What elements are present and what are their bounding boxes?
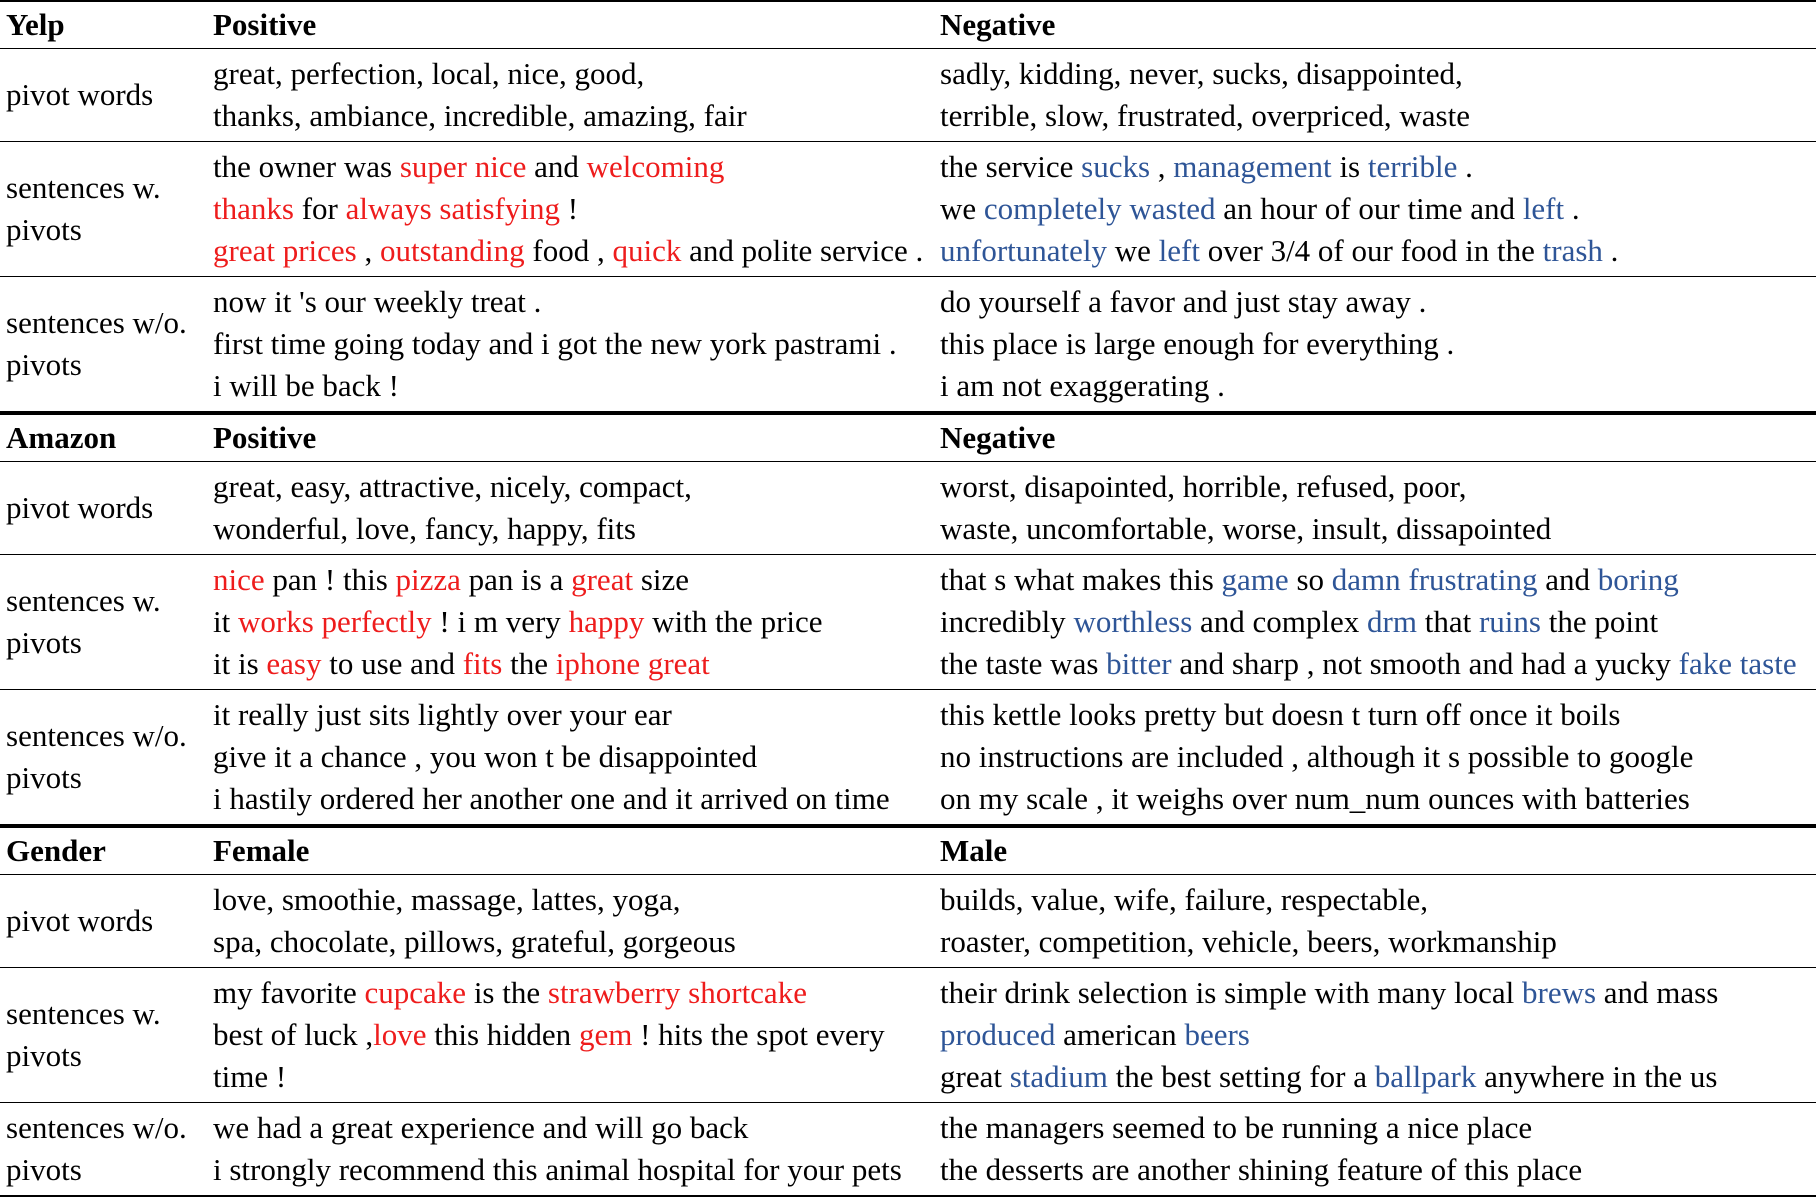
text-line <box>213 643 823 685</box>
text-segment: sadly, kidding, never, sucks, disappointed, <box>940 56 1463 91</box>
text-segment: this hidden <box>426 1017 579 1052</box>
column-1-cell <box>213 466 692 550</box>
column-2-cell <box>940 466 1551 550</box>
pivot-word: iphone great <box>555 646 710 681</box>
text-line <box>213 1107 902 1149</box>
text-segment: is <box>1331 149 1368 184</box>
column-1-cell <box>213 972 885 1098</box>
text-line <box>940 921 1557 963</box>
pivot-word: love <box>373 1017 427 1052</box>
text-segment: great <box>940 1059 1010 1094</box>
column-header-2: Negative <box>940 7 1056 42</box>
pivot-word: works perfectly <box>237 604 432 639</box>
pivot-word: produced <box>940 1017 1056 1052</box>
pivot-word: always satisfying <box>345 191 560 226</box>
text-segment: . <box>1564 191 1580 226</box>
column-1-cell <box>213 879 736 963</box>
text-segment: for <box>293 191 346 226</box>
column-1-cell <box>213 694 890 820</box>
text-line <box>213 365 897 407</box>
pivot-word: drm <box>1367 604 1417 639</box>
text-line <box>940 879 1557 921</box>
text-line <box>940 1056 1718 1098</box>
column-2-cell <box>940 559 1797 685</box>
text-segment: their drink selection is simple with many local <box>940 975 1522 1010</box>
text-segment: that <box>1416 604 1479 639</box>
text-segment: roaster, competition, vehicle, beers, workmanship <box>940 924 1557 959</box>
pivot-word: ballpark <box>1374 1059 1477 1094</box>
section-header <box>0 412 1816 462</box>
pivot-word: damn frustrating <box>1331 562 1538 597</box>
dataset-name: Gender <box>6 833 106 868</box>
text-segment: best of luck , <box>213 1017 374 1052</box>
text-line <box>940 53 1470 95</box>
text-segment: waste, uncomfortable, worse, insult, dissapointed <box>940 511 1552 546</box>
text-line <box>213 559 823 601</box>
text-segment: no instructions are included , although it s possible to google <box>940 739 1694 774</box>
column-1-cell <box>213 146 923 272</box>
text-segment: i hastily ordered her another one and it arrived on time <box>213 781 890 816</box>
text-segment: the point <box>1540 604 1659 639</box>
text-segment: with the price <box>644 604 823 639</box>
text-line <box>213 921 736 963</box>
text-segment: worst, disapointed, horrible, refused, poor, <box>940 469 1467 504</box>
text-segment: incredibly <box>940 604 1074 639</box>
text-line <box>213 972 885 1014</box>
text-segment: we <box>1107 233 1159 268</box>
text-line <box>940 146 1618 188</box>
column-2-cell <box>940 146 1618 272</box>
text-line <box>213 53 747 95</box>
text-segment: to use and <box>321 646 463 681</box>
text-segment: my favorite <box>213 975 365 1010</box>
text-line <box>940 736 1693 778</box>
text-line <box>213 1149 902 1191</box>
pivot-word: strawberry shortcake <box>547 975 807 1010</box>
text-segment: first time going today and i got the new york pastrami . <box>213 326 897 361</box>
text-segment: . <box>1457 149 1473 184</box>
table-row <box>0 462 1816 555</box>
text-line <box>940 281 1454 323</box>
table-row <box>0 875 1816 968</box>
text-segment: great, easy, attractive, nicely, compact, <box>213 469 692 504</box>
text-line <box>213 188 923 230</box>
text-line <box>940 230 1618 272</box>
text-segment: an hour of our time and <box>1215 191 1523 226</box>
column-1-cell <box>213 281 897 407</box>
text-segment: thanks, ambiance, incredible, amazing, fair <box>213 98 747 133</box>
text-line <box>213 323 897 365</box>
row-label: sentences w/o. pivots <box>6 718 187 795</box>
text-segment: ! i m very <box>431 604 569 639</box>
pivot-word: great <box>571 562 634 597</box>
text-line <box>940 365 1454 407</box>
text-line <box>940 95 1470 137</box>
pivot-word: cupcake <box>364 975 467 1010</box>
text-segment: so <box>1288 562 1332 597</box>
text-line <box>940 1149 1582 1191</box>
text-segment: terrible, slow, frustrated, overpriced, waste <box>940 98 1470 133</box>
table-row <box>0 555 1816 690</box>
text-segment: it really just sits lightly over your ear <box>213 697 672 732</box>
pivot-word: terrible <box>1367 149 1458 184</box>
text-segment: pan ! this <box>264 562 396 597</box>
table-row <box>0 690 1816 825</box>
text-segment: food , <box>524 233 613 268</box>
pivot-word: game <box>1221 562 1289 597</box>
text-segment: we had a great experience and will go back <box>213 1110 749 1145</box>
text-segment: the service <box>940 149 1082 184</box>
row-label: pivot words <box>6 77 154 112</box>
table-row <box>0 277 1816 412</box>
text-segment: american <box>1055 1017 1185 1052</box>
section-header <box>0 0 1816 49</box>
pivot-word: quick <box>612 233 682 268</box>
dataset-name: Amazon <box>6 420 117 455</box>
column-header-1: Female <box>213 833 310 868</box>
pivot-word: stadium <box>1009 1059 1108 1094</box>
text-segment: now it 's our weekly treat . <box>213 284 542 319</box>
text-segment: the owner was <box>213 149 400 184</box>
pivot-word: easy <box>266 646 322 681</box>
text-segment: wonderful, love, fancy, happy, fits <box>213 511 636 546</box>
text-line <box>213 146 923 188</box>
text-line <box>213 1014 885 1056</box>
text-segment: pan is a <box>460 562 572 597</box>
text-segment: the desserts are another shining feature of this place <box>940 1152 1583 1187</box>
table-row <box>0 1103 1816 1197</box>
pivot-word: pizza <box>395 562 461 597</box>
text-segment: is the <box>466 975 548 1010</box>
text-segment: and complex <box>1192 604 1368 639</box>
text-line <box>940 601 1797 643</box>
text-segment: , <box>1150 149 1174 184</box>
text-segment: builds, value, wife, failure, respectable, <box>940 882 1429 917</box>
text-line <box>940 508 1551 550</box>
text-segment: spa, chocolate, pillows, grateful, gorgeous <box>213 924 736 959</box>
row-label: pivot words <box>6 490 154 525</box>
pivot-word: bitter <box>1106 646 1172 681</box>
text-segment: that s what makes this <box>940 562 1222 597</box>
text-segment: size <box>633 562 690 597</box>
table-row <box>0 49 1816 142</box>
table-row <box>0 968 1816 1103</box>
text-segment: and sharp , not smooth and had a yucky <box>1171 646 1679 681</box>
text-segment: the managers seemed to be running a nice place <box>940 1110 1533 1145</box>
text-segment: this kettle looks pretty but doesn t turn off once it boils <box>940 697 1621 732</box>
section-header <box>0 825 1816 875</box>
pivot-word: unfortunately <box>940 233 1108 268</box>
text-line <box>213 601 823 643</box>
row-label: pivot words <box>6 903 154 938</box>
pivot-word: left <box>1158 233 1200 268</box>
pivot-word: management <box>1173 149 1332 184</box>
text-line <box>213 508 692 550</box>
text-line <box>213 230 923 272</box>
pivot-word: worthless <box>1073 604 1193 639</box>
pivot-word: boring <box>1597 562 1679 597</box>
column-2-cell <box>940 53 1470 137</box>
pivot-word: brews <box>1522 975 1597 1010</box>
text-segment: the taste was <box>940 646 1107 681</box>
text-line <box>213 694 890 736</box>
column-2-cell <box>940 1107 1582 1191</box>
column-1-cell <box>213 1107 902 1191</box>
text-line <box>940 694 1693 736</box>
row-label: sentences w. pivots <box>6 996 161 1073</box>
text-line <box>213 466 692 508</box>
pivot-word: welcoming <box>586 149 725 184</box>
pivot-word: gem <box>578 1017 633 1052</box>
column-2-cell <box>940 694 1693 820</box>
table-row <box>0 142 1816 277</box>
pivot-word: fits <box>462 646 503 681</box>
pivot-word: sucks <box>1081 149 1151 184</box>
pivot-word: left <box>1522 191 1565 226</box>
text-segment: the best setting for a <box>1107 1059 1375 1094</box>
text-segment: and mass <box>1596 975 1719 1010</box>
column-header-2: Male <box>940 833 1008 868</box>
text-segment: i will be back ! <box>213 368 399 403</box>
text-line <box>940 778 1693 820</box>
pivot-word: ruins <box>1478 604 1541 639</box>
column-1-cell <box>213 53 747 137</box>
text-line <box>940 643 1797 685</box>
dataset-name: Yelp <box>6 7 65 42</box>
pivot-word: thanks <box>213 191 294 226</box>
text-line <box>940 323 1454 365</box>
row-label: sentences w. pivots <box>6 170 161 247</box>
column-2-cell <box>940 879 1557 963</box>
text-segment: i am not exaggerating . <box>940 368 1225 403</box>
text-segment: i strongly recommend this animal hospital for your pets <box>213 1152 902 1187</box>
pivot-word: great prices <box>213 233 357 268</box>
text-segment: ! <box>559 191 579 226</box>
text-line <box>213 778 890 820</box>
text-segment: time ! <box>213 1059 287 1094</box>
text-segment: . <box>1602 233 1619 268</box>
text-line <box>940 1107 1582 1149</box>
text-segment: the <box>502 646 556 681</box>
pivot-word: trash <box>1542 233 1603 268</box>
column-2-cell <box>940 972 1718 1098</box>
text-line <box>940 466 1551 508</box>
column-2-cell <box>940 281 1454 407</box>
pivot-word: super nice <box>399 149 527 184</box>
row-label: sentences w/o. pivots <box>6 1110 187 1187</box>
text-line <box>213 95 747 137</box>
pivot-word: happy <box>568 604 645 639</box>
column-header-2: Negative <box>940 420 1056 455</box>
text-segment: anywhere in the us <box>1476 1059 1718 1094</box>
text-line <box>213 281 897 323</box>
text-line <box>940 1014 1718 1056</box>
text-segment: we <box>940 191 984 226</box>
text-segment: and polite service . <box>681 233 924 268</box>
text-segment: great, perfection, local, nice, good, <box>213 56 645 91</box>
column-header-1: Positive <box>213 7 317 42</box>
text-segment: , <box>356 233 380 268</box>
text-segment: and <box>1537 562 1598 597</box>
text-segment: love, smoothie, massage, lattes, yoga, <box>213 882 681 917</box>
column-1-cell <box>213 559 823 685</box>
row-label: sentences w. pivots <box>6 583 161 660</box>
text-segment: give it a chance , you won t be disappointed <box>213 739 758 774</box>
text-line <box>940 188 1618 230</box>
pivot-word: nice <box>213 562 265 597</box>
text-segment: over 3/4 of our food in the <box>1199 233 1543 268</box>
pivot-word: beers <box>1184 1017 1250 1052</box>
text-segment: on my scale , it weighs over num_num ounces with batteries <box>940 781 1690 816</box>
text-line <box>213 736 890 778</box>
text-segment: it <box>213 604 238 639</box>
pivot-word: fake taste <box>1678 646 1797 681</box>
column-header-1: Positive <box>213 420 317 455</box>
text-segment: and <box>526 149 587 184</box>
pivot-word: outstanding <box>379 233 525 268</box>
text-line <box>213 879 736 921</box>
text-segment: do yourself a favor and just stay away . <box>940 284 1427 319</box>
text-segment: it is <box>213 646 267 681</box>
text-segment: ! hits the spot every <box>632 1017 885 1052</box>
row-label: sentences w/o. pivots <box>6 305 187 382</box>
text-line <box>213 1056 885 1098</box>
pivot-word: completely wasted <box>983 191 1216 226</box>
text-line <box>940 559 1797 601</box>
text-line <box>940 972 1718 1014</box>
text-segment: this place is large enough for everything . <box>940 326 1455 361</box>
